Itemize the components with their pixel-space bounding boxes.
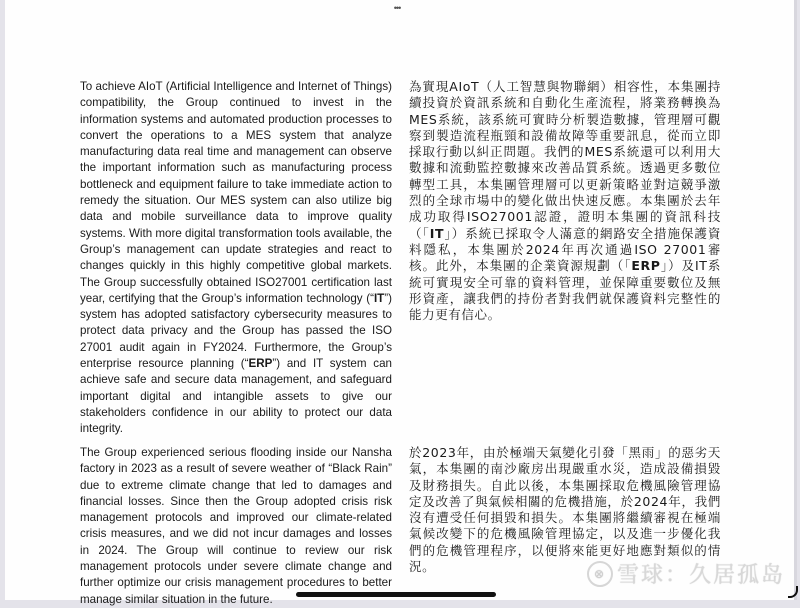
scrollbar-track[interactable] (794, 0, 797, 600)
english-paragraph-1: To achieve AIoT (Artificial Intelligence and Internet of Things) compatibility, the Group continued to invest in the information systems and automated production processes to convert the operations to a MES system that analyze manufacturing data real time and management can observe the important information such as manufacturing process bottleneck and equipment failure to take immediate action to remedy the situation. Our MES system can also utilize big data and mobile surveillance data to improve quality systems. With more digital transformation tools available, the Group’s management can update strategies and react to changes quickly in this highly competitive global markets. The Group successfully obtained ISO27001 certification last year, certifying that the Group’s information technology (“IT”) system has adopted satisfactory cybersecurity measures to protect data privacy and the Group has passed the ISO 27001 audit again in FY2024. Furthermore, the Group’s enterprise resource planning (“ERP”) and IT system can achieve safe and secure data management, and safeguard important digital and intangible assets to give our stakeholders confidence in our ability to protect our data integrity. (80, 80, 392, 436)
english-paragraph-2: The Group experienced serious flooding inside our Nansha factory in 2023 as a result of severe weather of “Black Rain” due to extreme climate change that led to damages and financial losses. Since then the Group adopted crisis risk management protocols and improved our climate-related crisis measures, and we did not incur damages and losses in 2024. The Group will continue to review our risk management protocols under severe climate change and further optimize our crisis management procedures to better manage similar situation in the future. (80, 446, 392, 606)
document-page (5, 0, 794, 606)
more-options-icon[interactable]: ••• (393, 3, 401, 13)
chinese-paragraph-1: 為實現AIoT（人工智慧與物聯網）相容性，本集團持續投資於資訊系統和自動化生產流程，將業務轉換為MES系統，該系統可實時分析製造數據，管理層可觀察到製造流程瓶頸和設備故障等重要訊息，從而立即採取行動以糾正問題。我們的MES系統還可以利用大數據和流動監控數據來改善品質系統。透過更多數位轉型工具，本集團管理層可以更新策略並對這競爭激烈的全球市場中的變化做出快速反應。本集團於去年成功取得ISO27001認證，證明本集團的資訊科技（「IT」）系統已採取令人滿意的網路安全措施保護資料隱私，本集團於2024年再次通過ISO 27001審核。此外，本集團的企業資源規劃（「ERP」）及IT系統可實現安全可靠的資料管理，並保障重要數位及無形資產，讓我們的持份者對我們就保護資料完整性的能力更有信心。 (409, 79, 721, 323)
home-indicator[interactable] (296, 592, 496, 597)
snowball-logo-icon: ⊗ (587, 561, 613, 587)
watermark (587, 558, 785, 589)
watermark-text: 雪球：久居孤岛 (617, 563, 786, 588)
chinese-paragraph-2: 於2023年，由於極端天氣變化引發「黑雨」的惡劣天氣，本集團的南沙廠房出現嚴重水災，造成設備損毀及財務損失。自此以後，本集團採取危機風險管理協定及改善了與氣候相關的危機措施，於2024年，我們沒有遭受任何損毀和損失。本集團將繼續審視在極端氣候改變下的危機風險管理協定，以及進一步優化我們的危機管理程序，以便將來能更好地應對類似的情況。 (409, 445, 721, 575)
